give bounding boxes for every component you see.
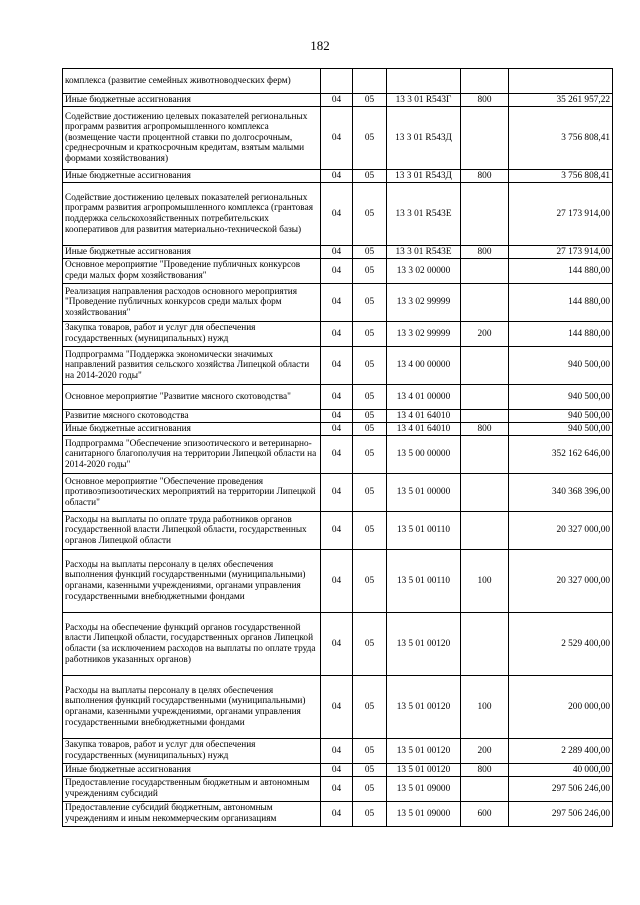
row-name-cell: Основное мероприятие "Проведение публичных конкурсов среди малых форм хозяйствования" [63, 259, 321, 284]
table-row [63, 94, 613, 107]
row-name-cell: Развитие мясного скотоводства [63, 410, 321, 423]
expense-type-cell [461, 259, 509, 284]
expense-type-cell: 200 [461, 322, 509, 347]
expense-type-cell [461, 512, 509, 550]
section-code-cell: 04 [321, 436, 353, 474]
amount-cell: 3 756 808,41 [509, 170, 613, 183]
expense-type-cell [461, 69, 509, 94]
section-code-cell: 04 [321, 246, 353, 259]
row-name-cell: Закупка товаров, работ и услуг для обеспечения государственных (муниципальных) нужд [63, 322, 321, 347]
table-row [63, 423, 613, 436]
target-article-cell: 13 3 01 R543Е [387, 183, 461, 246]
row-name-cell: Иные бюджетные ассигнования [63, 170, 321, 183]
expense-type-cell [461, 284, 509, 322]
row-name-cell: Расходы на выплаты персоналу в целях обеспечения выполнения функций государственными (муниципальными) органами, казенными учреждениями, органами управления государственными внебюджетными фондами [63, 550, 321, 613]
subsection-code-cell: 05 [353, 170, 387, 183]
table-row [63, 385, 613, 410]
section-code-cell: 04 [321, 284, 353, 322]
row-name-cell: Содействие достижению целевых показателей региональных программ развития агропромышленного комплекса (возмещение части процентной ставки по долгосрочным, среднесрочным и краткосрочным кредитам, взятым малыми формами хозяйствования) [63, 107, 321, 170]
expense-type-cell: 800 [461, 246, 509, 259]
section-code-cell: 04 [321, 613, 353, 676]
target-article-cell: 13 3 01 R543Д [387, 170, 461, 183]
row-name-cell: Подпрограмма "Поддержка экономически значимых направлений развития сельского хозяйства Липецкой области на 2014-2020 годы" [63, 347, 321, 385]
row-name-cell: Предоставление субсидий бюджетным, автономным учреждениям и иным некоммерческим организациям [63, 802, 321, 827]
section-code-cell: 04 [321, 802, 353, 827]
amount-cell: 35 261 957,22 [509, 94, 613, 107]
target-article-cell: 13 5 01 00120 [387, 739, 461, 764]
amount-cell: 340 368 396,00 [509, 474, 613, 512]
amount-cell: 352 162 646,00 [509, 436, 613, 474]
expense-type-cell: 600 [461, 802, 509, 827]
target-article-cell: 13 4 00 00000 [387, 347, 461, 385]
table-row [63, 107, 613, 170]
amount-cell: 297 506 246,00 [509, 802, 613, 827]
section-code-cell: 04 [321, 550, 353, 613]
expense-type-cell [461, 474, 509, 512]
row-name-cell: Реализация направления расходов основного мероприятия "Проведение публичных конкурсов среди малых форм хозяйствования" [63, 284, 321, 322]
section-code-cell: 04 [321, 183, 353, 246]
table-row [63, 259, 613, 284]
expense-type-cell [461, 347, 509, 385]
target-article-cell: 13 3 02 00000 [387, 259, 461, 284]
table-row [63, 347, 613, 385]
table-row [63, 436, 613, 474]
target-article-cell: 13 5 01 09000 [387, 802, 461, 827]
subsection-code-cell: 05 [353, 436, 387, 474]
subsection-code-cell: 05 [353, 474, 387, 512]
section-code-cell: 04 [321, 259, 353, 284]
row-name-cell: Предоставление государственным бюджетным и автономным учреждениям субсидий [63, 777, 321, 802]
section-code-cell: 04 [321, 512, 353, 550]
target-article-cell: 13 4 01 00000 [387, 385, 461, 410]
subsection-code-cell: 05 [353, 284, 387, 322]
subsection-code-cell: 05 [353, 512, 387, 550]
row-name-cell: Расходы на выплаты по оплате труда работников органов государственной власти Липецкой области, государственных органов Липецкой области [63, 512, 321, 550]
table-body [63, 69, 613, 827]
amount-cell: 144 880,00 [509, 284, 613, 322]
table-row [63, 802, 613, 827]
row-name-cell: Иные бюджетные ассигнования [63, 764, 321, 777]
table-row [63, 410, 613, 423]
expense-type-cell: 100 [461, 676, 509, 739]
amount-cell: 297 506 246,00 [509, 777, 613, 802]
expense-type-cell: 100 [461, 550, 509, 613]
target-article-cell: 13 5 01 00120 [387, 676, 461, 739]
table-row [63, 183, 613, 246]
row-name-cell: Расходы на обеспечение функций органов государственной власти Липецкой области, государственных органов Липецкой области (за исключением расходов на выплаты по оплате труда работников указанных органов) [63, 613, 321, 676]
row-name-cell: Основное мероприятие "Обеспечение проведения противоэпизоотических мероприятий на территории Липецкой области" [63, 474, 321, 512]
target-article-cell: 13 4 01 64010 [387, 410, 461, 423]
amount-cell: 940 500,00 [509, 423, 613, 436]
target-article-cell: 13 5 01 00120 [387, 764, 461, 777]
section-code-cell: 04 [321, 322, 353, 347]
section-code-cell: 04 [321, 170, 353, 183]
amount-cell: 27 173 914,00 [509, 246, 613, 259]
expense-type-cell: 800 [461, 764, 509, 777]
amount-cell: 200 000,00 [509, 676, 613, 739]
amount-cell: 2 529 400,00 [509, 613, 613, 676]
target-article-cell: 13 3 02 99999 [387, 284, 461, 322]
amount-cell: 144 880,00 [509, 259, 613, 284]
table-row [63, 474, 613, 512]
row-name-cell: Иные бюджетные ассигнования [63, 94, 321, 107]
subsection-code-cell: 05 [353, 259, 387, 284]
table-row [63, 170, 613, 183]
budget-table [62, 68, 613, 827]
target-article-cell: 13 5 01 00110 [387, 512, 461, 550]
section-code-cell: 04 [321, 385, 353, 410]
table-row [63, 512, 613, 550]
expense-type-cell [461, 777, 509, 802]
table-row [63, 739, 613, 764]
section-code-cell: 04 [321, 676, 353, 739]
subsection-code-cell: 05 [353, 410, 387, 423]
subsection-code-cell: 05 [353, 423, 387, 436]
section-code-cell: 04 [321, 410, 353, 423]
amount-cell: 2 289 400,00 [509, 739, 613, 764]
target-article-cell: 13 5 00 00000 [387, 436, 461, 474]
subsection-code-cell: 05 [353, 802, 387, 827]
amount-cell: 940 500,00 [509, 410, 613, 423]
section-code-cell: 04 [321, 474, 353, 512]
subsection-code-cell: 05 [353, 764, 387, 777]
row-name-cell: Содействие достижению целевых показателей региональных программ развития агропромышленного комплекса (грантовая поддержка сельскохозяйственных потребительских кооперативов для развития материально-технической базы) [63, 183, 321, 246]
target-article-cell: 13 3 02 99999 [387, 322, 461, 347]
table-row [63, 69, 613, 94]
table-row [63, 613, 613, 676]
subsection-code-cell: 05 [353, 676, 387, 739]
section-code-cell [321, 69, 353, 94]
expense-type-cell: 800 [461, 94, 509, 107]
amount-cell: 20 327 000,00 [509, 550, 613, 613]
table-row [63, 284, 613, 322]
subsection-code-cell: 05 [353, 385, 387, 410]
target-article-cell: 13 3 01 R543Е [387, 246, 461, 259]
row-name-cell: Основное мероприятие "Развитие мясного скотоводства" [63, 385, 321, 410]
amount-cell [509, 69, 613, 94]
section-code-cell: 04 [321, 764, 353, 777]
expense-type-cell [461, 107, 509, 170]
amount-cell: 27 173 914,00 [509, 183, 613, 246]
expense-type-cell: 200 [461, 739, 509, 764]
amount-cell: 3 756 808,41 [509, 107, 613, 170]
section-code-cell: 04 [321, 94, 353, 107]
target-article-cell: 13 3 01 R543Д [387, 107, 461, 170]
amount-cell: 144 880,00 [509, 322, 613, 347]
section-code-cell: 04 [321, 423, 353, 436]
target-article-cell: 13 3 01 R543Г [387, 94, 461, 107]
table-row [63, 777, 613, 802]
table-row [63, 676, 613, 739]
table-row [63, 764, 613, 777]
section-code-cell: 04 [321, 739, 353, 764]
target-article-cell [387, 69, 461, 94]
expense-type-cell [461, 436, 509, 474]
subsection-code-cell: 05 [353, 246, 387, 259]
section-code-cell: 04 [321, 107, 353, 170]
amount-cell: 40 000,00 [509, 764, 613, 777]
subsection-code-cell: 05 [353, 94, 387, 107]
target-article-cell: 13 4 01 64010 [387, 423, 461, 436]
subsection-code-cell: 05 [353, 107, 387, 170]
target-article-cell: 13 5 01 00000 [387, 474, 461, 512]
subsection-code-cell: 05 [353, 739, 387, 764]
amount-cell: 20 327 000,00 [509, 512, 613, 550]
row-name-cell: Подпрограмма "Обеспечение эпизоотического и ветеринарно-санитарного благополучия на территории Липецкой области на 2014-2020 годы" [63, 436, 321, 474]
section-code-cell: 04 [321, 777, 353, 802]
subsection-code-cell: 05 [353, 550, 387, 613]
amount-cell: 940 500,00 [509, 385, 613, 410]
expense-type-cell [461, 613, 509, 676]
expense-type-cell: 800 [461, 423, 509, 436]
table-row [63, 322, 613, 347]
row-name-cell: комплекса (развитие семейных животноводческих ферм) [63, 69, 321, 94]
row-name-cell: Иные бюджетные ассигнования [63, 423, 321, 436]
table-row [63, 246, 613, 259]
subsection-code-cell [353, 69, 387, 94]
section-code-cell: 04 [321, 347, 353, 385]
row-name-cell: Закупка товаров, работ и услуг для обеспечения государственных (муниципальных) нужд [63, 739, 321, 764]
expense-type-cell: 800 [461, 170, 509, 183]
page-number: 182 [310, 38, 330, 53]
subsection-code-cell: 05 [353, 322, 387, 347]
target-article-cell: 13 5 01 00110 [387, 550, 461, 613]
table-row [63, 550, 613, 613]
row-name-cell: Расходы на выплаты персоналу в целях обеспечения выполнения функций государственными (муниципальными) органами, казенными учреждениями, органами управления государственными внебюджетными фондами [63, 676, 321, 739]
subsection-code-cell: 05 [353, 777, 387, 802]
row-name-cell: Иные бюджетные ассигнования [63, 246, 321, 259]
expense-type-cell [461, 385, 509, 410]
target-article-cell: 13 5 01 09000 [387, 777, 461, 802]
target-article-cell: 13 5 01 00120 [387, 613, 461, 676]
amount-cell: 940 500,00 [509, 347, 613, 385]
expense-type-cell [461, 410, 509, 423]
subsection-code-cell: 05 [353, 347, 387, 385]
subsection-code-cell: 05 [353, 183, 387, 246]
expense-type-cell [461, 183, 509, 246]
subsection-code-cell: 05 [353, 613, 387, 676]
